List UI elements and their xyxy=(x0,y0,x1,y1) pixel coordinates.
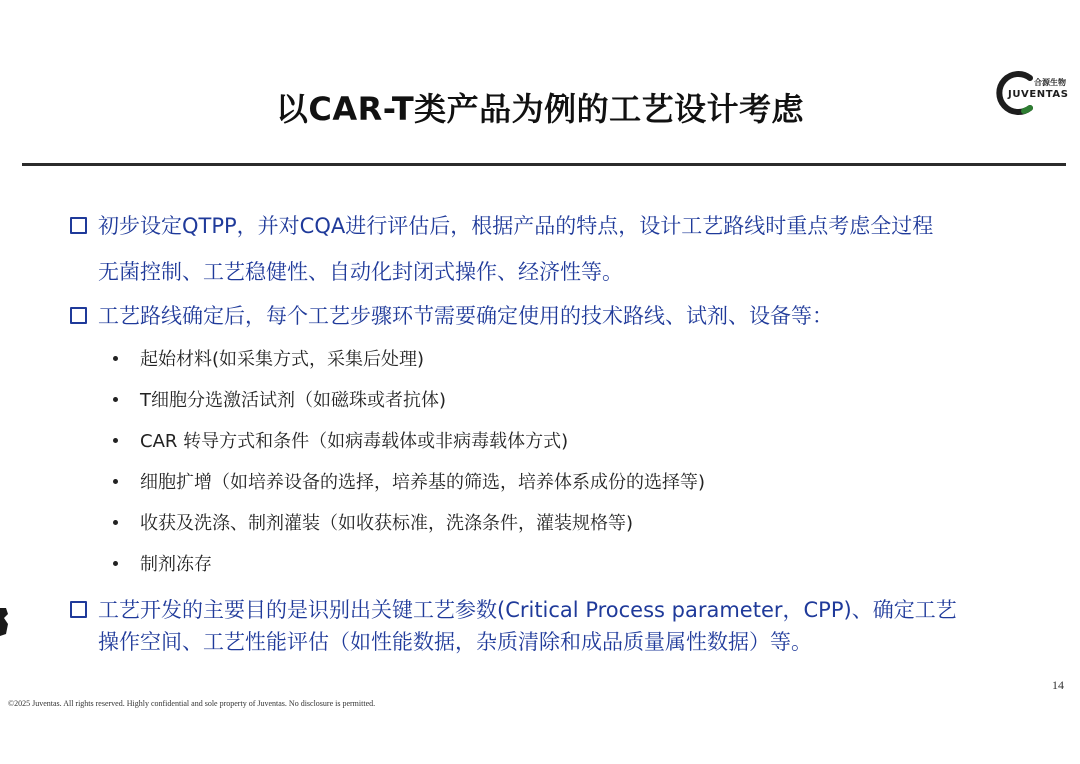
bullet-3-line-1: 工艺开发的主要目的是识别出关键工艺参数(Critical Process parameter，CPP)、确定工艺 xyxy=(98,598,957,622)
dot-bullet-icon xyxy=(113,356,118,361)
sub-item: 细胞扩增（如培养设备的选择，培养基的筛选，培养体系成份的选择等) xyxy=(140,472,706,493)
dot-bullet-icon xyxy=(113,520,118,525)
logo-en-text: JUVENTAS xyxy=(1008,89,1069,100)
square-bullet-icon xyxy=(70,601,87,618)
square-bullet-icon xyxy=(70,307,87,324)
square-bullet-icon xyxy=(70,217,87,234)
sub-item: T细胞分选激活试剂（如磁珠或者抗体) xyxy=(140,390,447,411)
sub-item: 收获及洗涤、制剂灌装（如收获标准，洗涤条件，灌装规格等) xyxy=(140,513,634,534)
page-number: 14 xyxy=(1052,678,1064,692)
dot-bullet-icon xyxy=(113,397,118,402)
dot-bullet-icon xyxy=(113,561,118,566)
bullet-2-line-1: 工艺路线确定后，每个工艺步骤环节需要确定使用的技术路线、试剂、设备等： xyxy=(98,304,833,328)
sub-item: 制剂冻存 xyxy=(140,554,212,575)
bullet-1-line-2: 无菌控制、工艺稳健性、自动化封闭式操作、经济性等。 xyxy=(98,260,623,284)
copyright-footer: ©2025 Juventas. All rights reserved. Highly confidential and sole property of Juventas. No disclosure is permitted. xyxy=(8,699,376,708)
edge-mark-icon xyxy=(0,604,10,640)
sub-item: 起始材料(如采集方式，采集后处理) xyxy=(140,349,425,370)
bullet-3-line-2: 操作空间、工艺性能评估（如性能数据，杂质清除和成品质量属性数据）等。 xyxy=(98,630,812,654)
dot-bullet-icon xyxy=(113,479,118,484)
bullet-1-line-1: 初步设定QTPP，并对CQA进行评估后，根据产品的特点，设计工艺路线时重点考虑全过程 xyxy=(98,214,934,238)
title-divider xyxy=(22,163,1066,166)
logo-cn-text: 合源生物 xyxy=(1034,78,1066,87)
sub-item: CAR 转导方式和条件（如病毒载体或非病毒载体方式) xyxy=(140,431,569,452)
company-logo xyxy=(994,68,1074,118)
dot-bullet-icon xyxy=(113,438,118,443)
slide-title: 以CAR-T类产品为例的工艺设计考虑 xyxy=(275,90,805,128)
